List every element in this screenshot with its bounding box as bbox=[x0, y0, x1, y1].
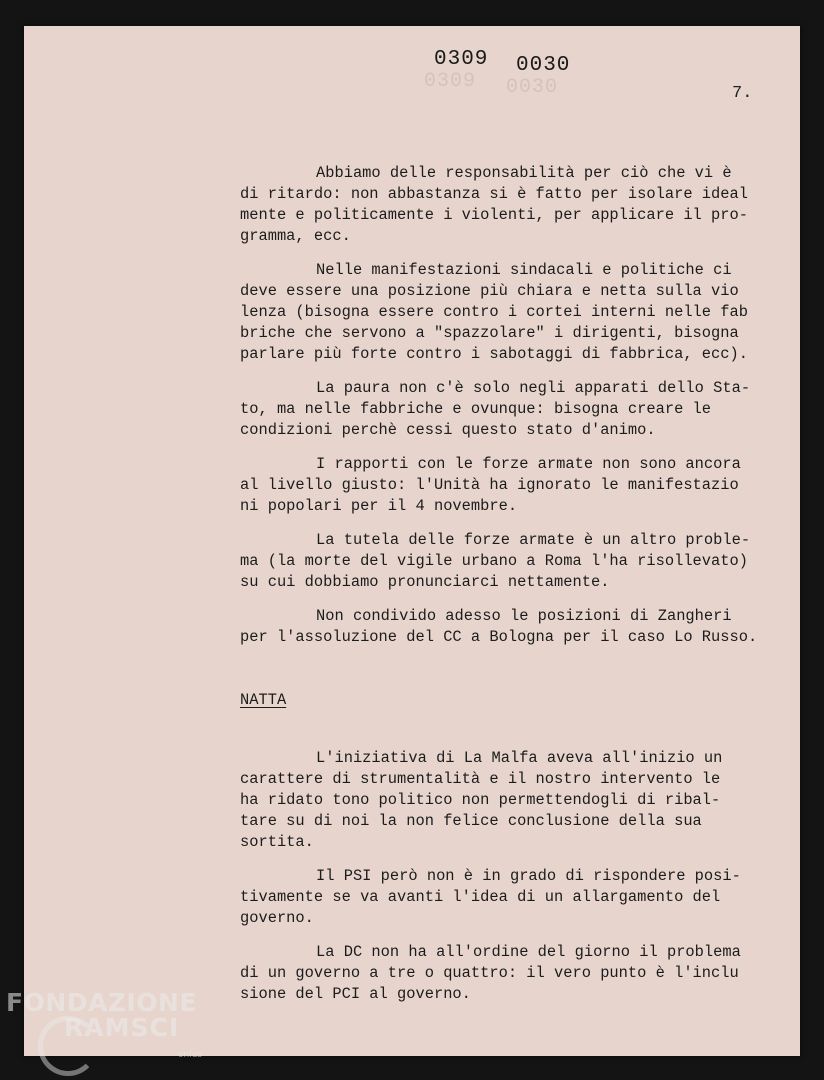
speaker-heading: NATTA bbox=[240, 691, 287, 709]
paragraph bbox=[240, 942, 780, 1005]
archive-number-2: 0030 bbox=[516, 54, 571, 77]
paragraph bbox=[240, 378, 780, 441]
text-line: tivamente se va avanti l'idea di un allargamento del bbox=[240, 888, 721, 906]
logo-g-icon bbox=[38, 1016, 98, 1076]
watermark-line-3: onlus bbox=[178, 1050, 203, 1060]
text-line: di ritardo: non abbastanza si è fatto per isolare ideal bbox=[240, 185, 748, 203]
text-line: parlare più forte contro i sabotaggi di fabbrica, ecc). bbox=[240, 345, 748, 363]
text-line: ma (la morte del vigile urbano a Roma l'ha risollevato) bbox=[240, 552, 748, 570]
text-line: Abbiamo delle responsabilità per ciò che vi è bbox=[316, 164, 732, 182]
text-line: sortita. bbox=[240, 833, 314, 851]
text-line: lenza (bisogna essere contro i cortei interni nelle fab bbox=[240, 303, 748, 321]
text-line: L'iniziativa di La Malfa aveva all'inizio un bbox=[316, 749, 723, 767]
text-line: tare su di noi la non felice conclusione della sua bbox=[240, 812, 702, 830]
section-1-body bbox=[240, 163, 780, 661]
text-line: per l'assoluzione del CC a Bologna per il caso Lo Russo. bbox=[240, 628, 758, 646]
text-line: briche che servono a "spazzolare" i dirigenti, bisogna bbox=[240, 324, 739, 342]
bleed-number-2: 0030 bbox=[506, 76, 559, 99]
text-line: governo. bbox=[240, 909, 314, 927]
bleed-number-1: 0309 bbox=[424, 70, 477, 93]
text-line: La DC non ha all'ordine del giorno il problema bbox=[316, 943, 741, 961]
paragraph bbox=[240, 866, 780, 929]
text-line: carattere di strumentalità e il nostro intervento le bbox=[240, 770, 721, 788]
document-page bbox=[24, 26, 800, 1056]
archive-number-1: 0309 bbox=[434, 48, 489, 71]
watermark-line-2: RAMSCI bbox=[64, 1013, 180, 1042]
text-line: condizioni perchè cessi questo stato d'animo. bbox=[240, 421, 656, 439]
text-line: sione del PCI al governo. bbox=[240, 985, 471, 1003]
page-number: 7. bbox=[732, 84, 753, 103]
text-line: su cui dobbiamo pronunciarci nettamente. bbox=[240, 573, 610, 591]
text-line: ni popolari per il 4 novembre. bbox=[240, 497, 518, 515]
text-line: al livello giusto: l'Unità ha ignorato le manifestazio bbox=[240, 476, 739, 494]
text-line: La tutela delle forze armate è un altro proble- bbox=[316, 531, 751, 549]
paragraph bbox=[240, 260, 780, 365]
text-line: Il PSI però non è in grado di rispondere posi- bbox=[316, 867, 741, 885]
paragraph bbox=[240, 748, 780, 853]
text-line: La paura non c'è solo negli apparati dello Sta- bbox=[316, 379, 751, 397]
section-2-body bbox=[240, 748, 780, 1018]
text-line: Nelle manifestazioni sindacali e politiche ci bbox=[316, 261, 732, 279]
text-line: di un governo a tre o quattro: il vero punto è l'inclu bbox=[240, 964, 739, 982]
text-line: to, ma nelle fabbriche e ovunque: bisogna creare le bbox=[240, 400, 712, 418]
watermark-line-1: FONDAZIONE bbox=[6, 988, 198, 1017]
text-line: gramma, ecc. bbox=[240, 227, 351, 245]
text-line: I rapporti con le forze armate non sono ancora bbox=[316, 455, 741, 473]
text-line: ha ridato tono politico non permettendogli di ribal- bbox=[240, 791, 721, 809]
text-line: Non condivido adesso le posizioni di Zangheri bbox=[316, 607, 732, 625]
paragraph bbox=[240, 530, 780, 593]
text-line: deve essere una posizione più chiara e netta sulla vio bbox=[240, 282, 739, 300]
text-line: mente e politicamente i violenti, per applicare il pro- bbox=[240, 206, 748, 224]
paragraph bbox=[240, 454, 780, 517]
paragraph bbox=[240, 163, 780, 247]
fondazione-gramsci-watermark bbox=[6, 988, 203, 1060]
paragraph bbox=[240, 606, 780, 648]
